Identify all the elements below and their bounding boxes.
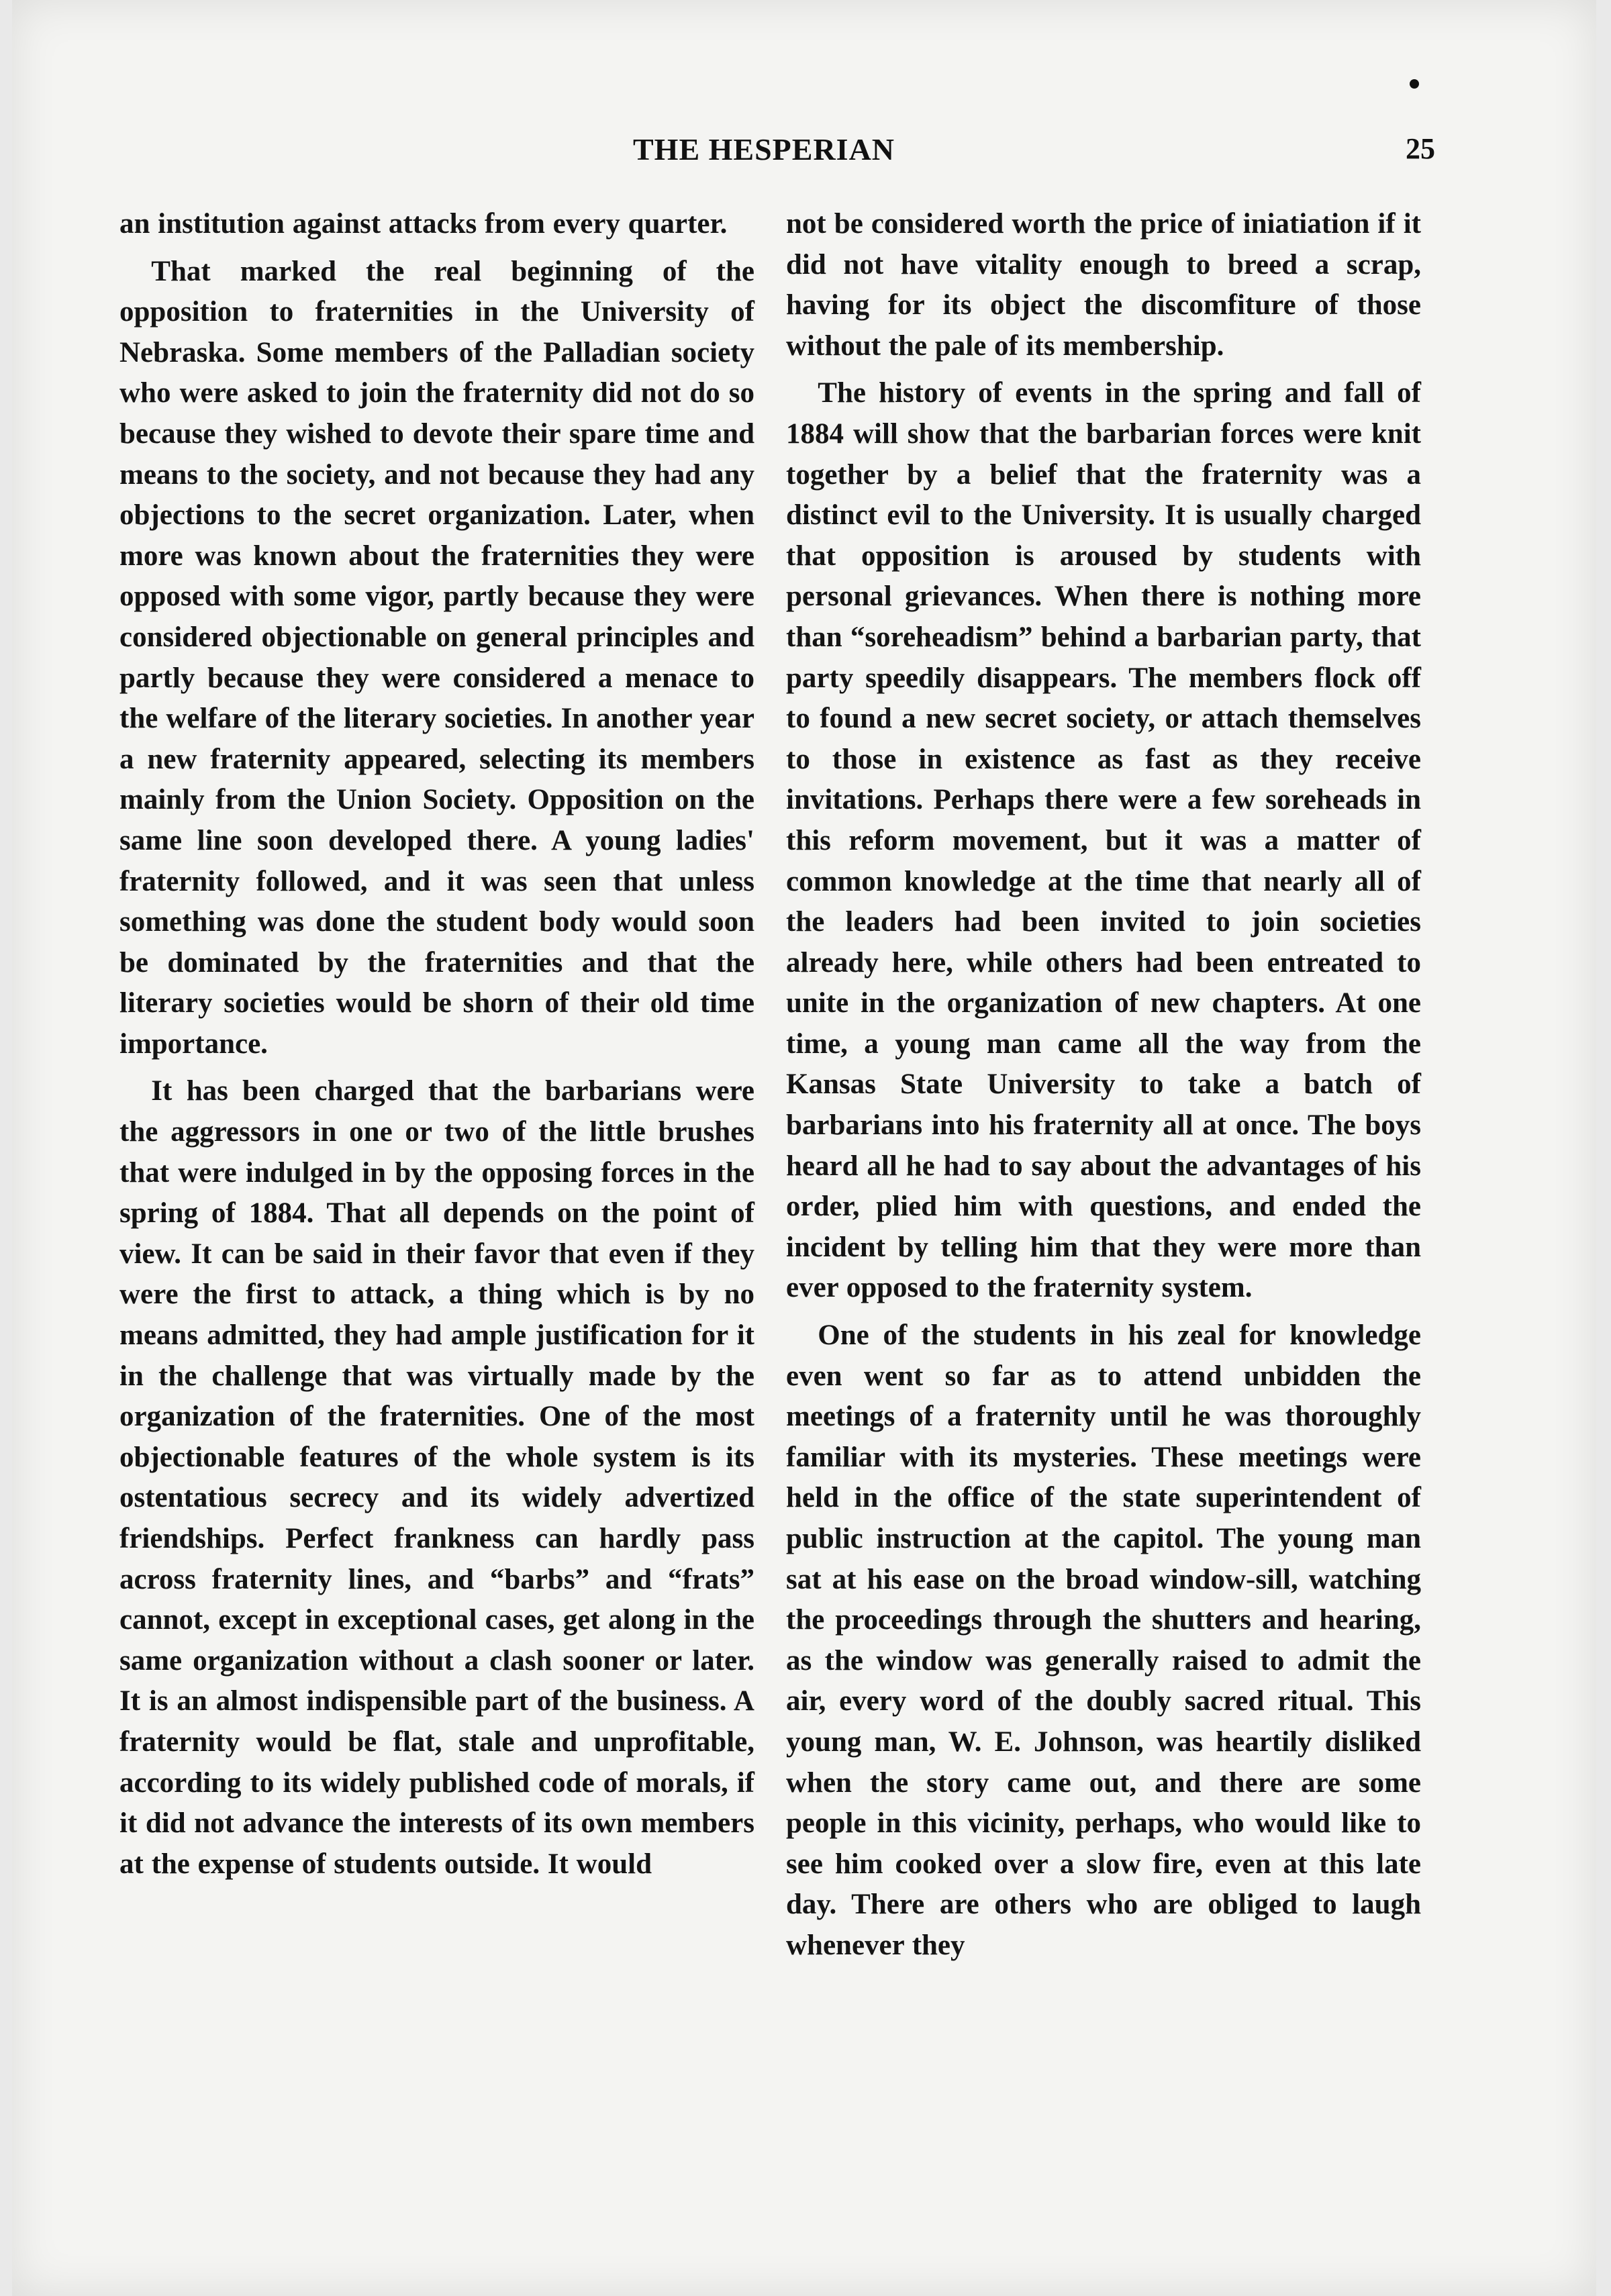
paragraph-continuation: an institution against attacks from every quarter. [119,208,728,240]
journal-title: THE HESPERIAN [632,132,895,166]
paragraph-continuation: not be considered worth the price of iniatiation if it did not have vitality enough to breed a scrap, having for its object the discomfiture of those without the pale of its membership. [786,208,1421,362]
paragraph: It has been charged that the barbarians were the aggressors in one or two of the little brushes that were indulged in by the opposing forces in the spring of 1884. That all depends on the point of view. It can be said in their favor that even if they were the first to attack, a thing which is by no means admitted, they had ample justification for it in the challenge that was virtually made by the organization of the fraternities. One of the most objectionable features of the whole system is its ostentatious secrecy and its widely advertized friendships. Perfect frankness can hardly pass across fraternity lines, and “barbs” and “frats” cannot, except in exceptional cases, get along in the same organization without a clash sooner or later. It is an almost indispensible part of the business. A fraternity would be flat, stale and unprofitable, according to its widely published code of morals, if it did not advance the interests of its own members at the expense of students outside. It would [119,1075,754,1880]
left-column [119,204,754,1891]
page [12,0,1596,2296]
paragraph: That marked the real beginning of the opposition to fraternities in the University of Nebraska. Some members of the Palladian society who were asked to join the fraternity did not do so because they wished to devote their spare time and means to the society, and not because they had any objections to the secret organization. Later, when more was known about the fraternities they were opposed with some vigor, partly because they were considered objectionable on general principles and partly because they were considered a menace to the welfare of the literary societies. In another year a new fraternity appeared, selecting its members mainly from the Union Society. Opposition on the same line soon developed there. A young ladies' fraternity followed, and it was seen that unless something was done the student body would soon be dominated by the fraternities and that the literary societies would be shorn of their old time importance. [119,255,754,1060]
paragraph: The history of events in the spring and fall of 1884 will show that the barbarian forces were knit together by a belief that the fraternity was a distinct evil to the University. It is usually charged that opposition is aroused by students with personal grievances. When there is nothing more than “soreheadism” behind a barbarian party, that party speedily disappears. The members flock off to found a new secret society, or attach themselves to those in existence as fast as they receive invitations. Perhaps there were a few soreheads in this reform movement, but it was a matter of common knowledge at the time that nearly all of the leaders had been invited to join societies already here, while others had been entreated to unite in the organization of new chapters. At one time, a young man came all the way from the Kansas State University to take a batch of barbarians into his fraternity all at once. The boys heard all he had to say about the advantages of his order, plied him with questions, and ended the incident by telling him that they were more than ever opposed to the fraternity system. [786,377,1421,1304]
page-number: 25 [1406,132,1435,165]
paragraph: One of the students in his zeal for knowledge even went so far as to attend unbidden the meetings of a fraternity until he was thoroughly familiar with its mysteries. These meetings were held in the office of the state superintendent of public instruction at the capitol. The young man sat at his ease on the broad window-sill, watching the proceedings through the shutters and hearing, as the window was generally raised to admit the air, every word of the doubly sacred ritual. This young man, W. E. Johnson, was heartily disliked when the story came out, and there are some people in this vicinity, perhaps, who would like to see him cooked over a slow fire, even at this late day. There are others who are obliged to laugh whenever they [786,1319,1421,1961]
running-header [93,132,1435,179]
right-column [786,204,1421,1973]
ink-dot [1410,79,1419,89]
